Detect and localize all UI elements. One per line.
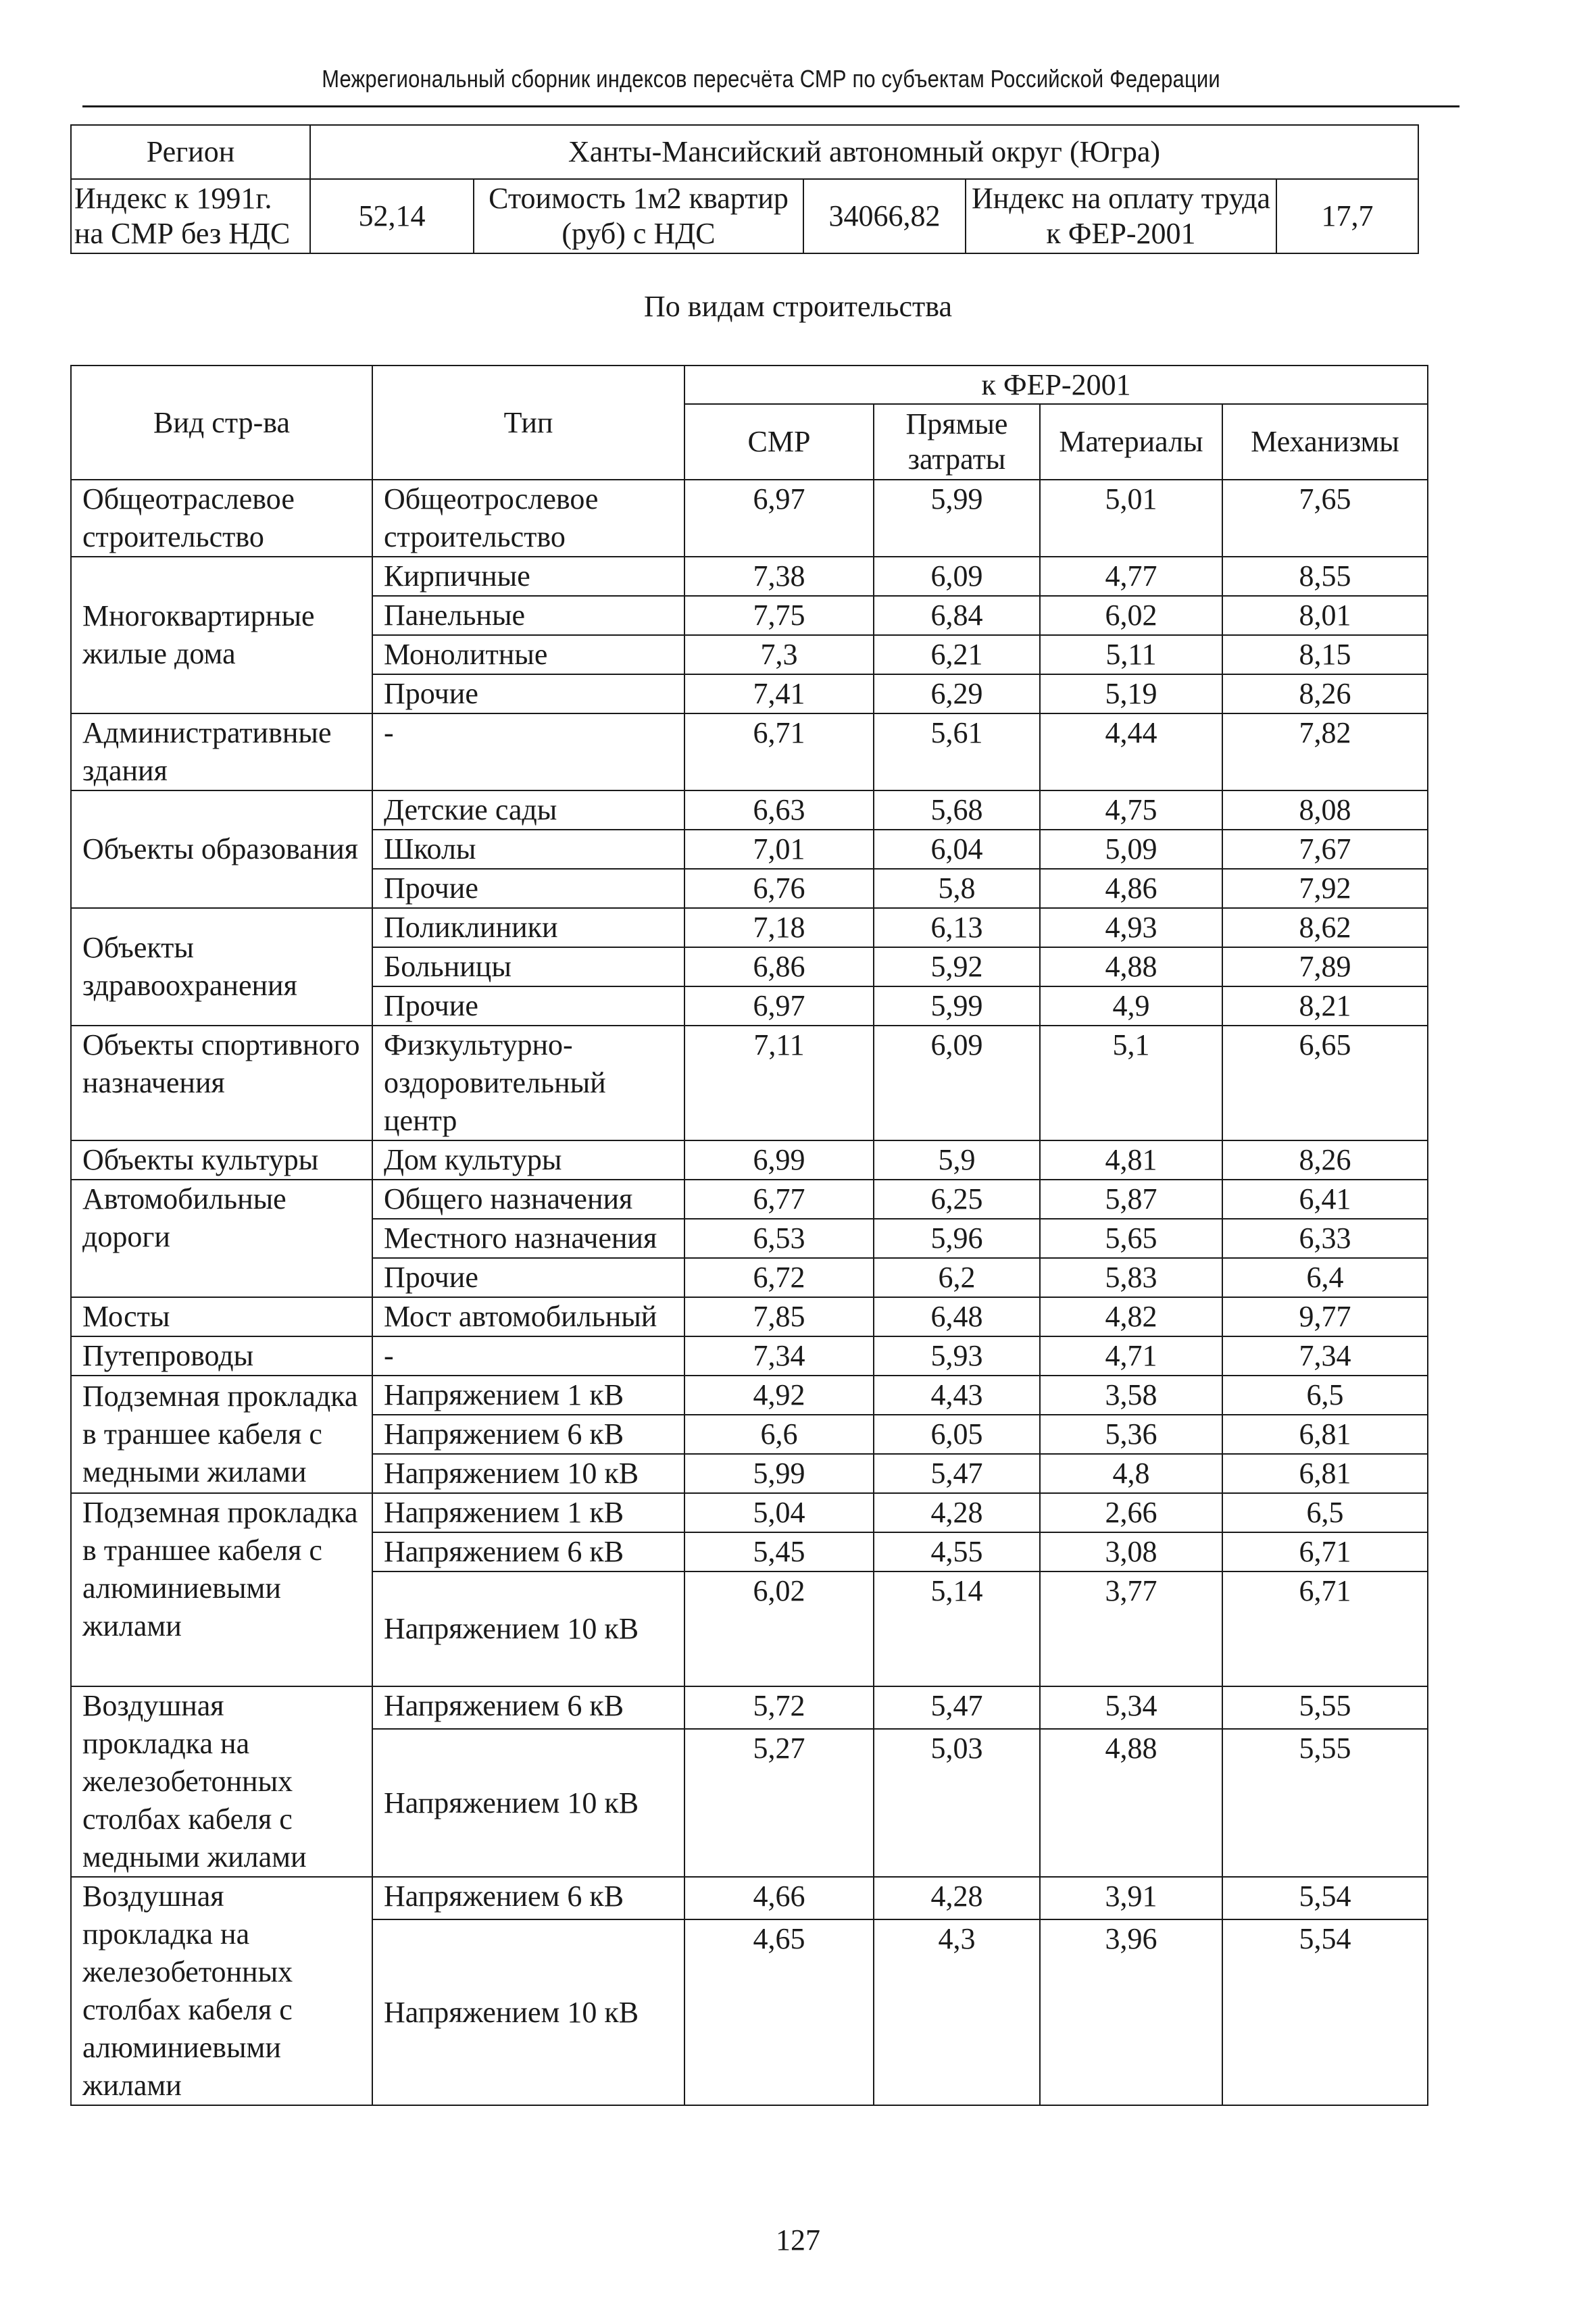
- construction-kind-cell: Объекты спортивного назначения: [71, 1026, 372, 1140]
- header-type: Тип: [372, 366, 684, 480]
- smr-value-cell: 6,72: [684, 1258, 874, 1297]
- table-row: [71, 713, 1428, 790]
- materials-value-cell: 4,88: [1040, 1729, 1222, 1877]
- materials-value-cell: 4,81: [1040, 1140, 1222, 1180]
- construction-kind-cell: Объекты образования: [71, 790, 372, 908]
- direct-value-cell: 6,04: [874, 830, 1040, 869]
- materials-value-cell: 5,19: [1040, 674, 1222, 713]
- construction-type-cell: Кирпичные: [372, 557, 684, 596]
- table-row: [71, 480, 1428, 557]
- construction-type-cell: Детские сады: [372, 790, 684, 830]
- direct-value-cell: 5,14: [874, 1571, 1040, 1686]
- smr-value-cell: 6,02: [684, 1571, 874, 1686]
- direct-value-cell: 5,99: [874, 480, 1040, 557]
- materials-value-cell: 5,09: [1040, 830, 1222, 869]
- header-smr: СМР: [684, 404, 874, 480]
- direct-value-cell: 6,2: [874, 1258, 1040, 1297]
- index-1991-label: Индекс к 1991г. на СМР без НДС: [71, 179, 310, 253]
- labor-index-value: 17,7: [1276, 179, 1418, 253]
- smr-value-cell: 5,27: [684, 1729, 874, 1877]
- smr-value-cell: 6,63: [684, 790, 874, 830]
- region-row: [71, 125, 1418, 179]
- construction-type-cell: Физкультурно-оздоровительный центр: [372, 1026, 684, 1140]
- construction-type-cell: Напряжением 6 кВ: [372, 1532, 684, 1571]
- construction-kind-cell: Объекты культуры: [71, 1140, 372, 1180]
- construction-type-cell: Местного назначения: [372, 1219, 684, 1258]
- direct-value-cell: 5,92: [874, 947, 1040, 986]
- smr-value-cell: 5,45: [684, 1532, 874, 1571]
- materials-value-cell: 4,9: [1040, 986, 1222, 1026]
- smr-value-cell: 7,01: [684, 830, 874, 869]
- table-row: [71, 1297, 1428, 1336]
- smr-value-cell: 6,86: [684, 947, 874, 986]
- table-header-row: [71, 366, 1428, 404]
- direct-value-cell: 5,47: [874, 1686, 1040, 1729]
- mechanisms-value-cell: 5,55: [1222, 1686, 1428, 1729]
- direct-value-cell: 5,9: [874, 1140, 1040, 1180]
- smr-value-cell: 7,3: [684, 635, 874, 674]
- construction-kind-cell: Многоквартирные жилые дома: [71, 557, 372, 713]
- construction-type-cell: -: [372, 1336, 684, 1376]
- materials-value-cell: 4,75: [1040, 790, 1222, 830]
- construction-type-cell: Напряжением 1 кВ: [372, 1376, 684, 1415]
- materials-value-cell: 5,87: [1040, 1180, 1222, 1219]
- direct-value-cell: 6,29: [874, 674, 1040, 713]
- materials-value-cell: 3,58: [1040, 1376, 1222, 1415]
- materials-value-cell: 4,88: [1040, 947, 1222, 986]
- mechanisms-value-cell: 5,54: [1222, 1877, 1428, 1919]
- page-number: 127: [776, 2223, 820, 2257]
- direct-value-cell: 4,28: [874, 1877, 1040, 1919]
- mechanisms-value-cell: 9,77: [1222, 1297, 1428, 1336]
- mechanisms-value-cell: 8,01: [1222, 596, 1428, 635]
- materials-value-cell: 4,71: [1040, 1336, 1222, 1376]
- construction-type-cell: Напряжением 6 кВ: [372, 1877, 684, 1919]
- direct-value-cell: 5,68: [874, 790, 1040, 830]
- table-row: [71, 1686, 1428, 1729]
- labor-index-label: Индекс на оплату труда к ФЕР-2001: [966, 179, 1276, 253]
- smr-value-cell: 7,75: [684, 596, 874, 635]
- direct-value-cell: 5,99: [874, 986, 1040, 1026]
- mechanisms-value-cell: 8,26: [1222, 674, 1428, 713]
- table-row: [71, 790, 1428, 830]
- direct-value-cell: 6,05: [874, 1415, 1040, 1454]
- table-row: [71, 1140, 1428, 1180]
- header-mechanisms: Механизмы: [1222, 404, 1428, 480]
- construction-type-cell: Напряжением 1 кВ: [372, 1493, 684, 1532]
- materials-value-cell: 4,44: [1040, 713, 1222, 790]
- construction-kind-cell: Подземная прокладка в траншее кабеля с алюминиевыми жилами: [71, 1493, 372, 1686]
- construction-type-cell: Школы: [372, 830, 684, 869]
- materials-value-cell: 4,93: [1040, 908, 1222, 947]
- smr-value-cell: 7,38: [684, 557, 874, 596]
- smr-value-cell: 5,99: [684, 1454, 874, 1493]
- smr-value-cell: 7,34: [684, 1336, 874, 1376]
- smr-value-cell: 5,04: [684, 1493, 874, 1532]
- direct-value-cell: 4,3: [874, 1919, 1040, 2105]
- direct-value-cell: 6,25: [874, 1180, 1040, 1219]
- materials-value-cell: 3,96: [1040, 1919, 1222, 2105]
- mechanisms-value-cell: 8,08: [1222, 790, 1428, 830]
- smr-value-cell: 4,92: [684, 1376, 874, 1415]
- smr-value-cell: 7,11: [684, 1026, 874, 1140]
- direct-value-cell: 4,43: [874, 1376, 1040, 1415]
- mechanisms-value-cell: 7,92: [1222, 869, 1428, 908]
- construction-kind-cell: Автомобильные дороги: [71, 1180, 372, 1297]
- mechanisms-value-cell: 6,71: [1222, 1532, 1428, 1571]
- construction-type-cell: Дом культуры: [372, 1140, 684, 1180]
- construction-kind-cell: Объекты здравоохранения: [71, 908, 372, 1026]
- construction-kind-cell: Воздушная прокладка на железобетонных столбах кабеля с алюминиевыми жилами: [71, 1877, 372, 2105]
- smr-value-cell: 4,65: [684, 1919, 874, 2105]
- table-row: [71, 1336, 1428, 1376]
- region-value: Ханты-Мансийский автономный округ (Югра): [310, 125, 1418, 179]
- smr-value-cell: 4,66: [684, 1877, 874, 1919]
- smr-value-cell: 6,6: [684, 1415, 874, 1454]
- header-materials: Материалы: [1040, 404, 1222, 480]
- mechanisms-value-cell: 8,15: [1222, 635, 1428, 674]
- construction-type-cell: Прочие: [372, 674, 684, 713]
- section-subtitle: По видам строительства: [644, 290, 952, 323]
- materials-value-cell: 5,11: [1040, 635, 1222, 674]
- table-row: [71, 1026, 1428, 1140]
- mechanisms-value-cell: 6,5: [1222, 1493, 1428, 1532]
- direct-value-cell: 5,47: [874, 1454, 1040, 1493]
- construction-kind-cell: Административные здания: [71, 713, 372, 790]
- mechanisms-value-cell: 7,82: [1222, 713, 1428, 790]
- table-row: [71, 1376, 1428, 1415]
- materials-value-cell: 4,86: [1040, 869, 1222, 908]
- construction-index-table: [70, 365, 1428, 2106]
- mechanisms-value-cell: 8,26: [1222, 1140, 1428, 1180]
- mechanisms-value-cell: 6,71: [1222, 1571, 1428, 1686]
- construction-type-cell: Прочие: [372, 1258, 684, 1297]
- construction-type-cell: Панельные: [372, 596, 684, 635]
- direct-value-cell: 5,61: [874, 713, 1040, 790]
- materials-value-cell: 3,77: [1040, 1571, 1222, 1686]
- direct-value-cell: 6,09: [874, 557, 1040, 596]
- direct-value-cell: 5,93: [874, 1336, 1040, 1376]
- mechanisms-value-cell: 8,55: [1222, 557, 1428, 596]
- construction-type-cell: Напряжением 10 кВ: [372, 1919, 684, 2105]
- construction-type-cell: Напряжением 6 кВ: [372, 1686, 684, 1729]
- smr-value-cell: 7,85: [684, 1297, 874, 1336]
- construction-type-cell: Поликлиники: [372, 908, 684, 947]
- table-row: [71, 1180, 1428, 1219]
- construction-kind-cell: Мосты: [71, 1297, 372, 1336]
- construction-type-cell: Больницы: [372, 947, 684, 986]
- cost-value: 34066,82: [803, 179, 966, 253]
- direct-value-cell: 6,84: [874, 596, 1040, 635]
- construction-type-cell: Напряжением 10 кВ: [372, 1454, 684, 1493]
- construction-type-cell: Напряжением 10 кВ: [372, 1729, 684, 1877]
- smr-value-cell: 6,76: [684, 869, 874, 908]
- materials-value-cell: 3,08: [1040, 1532, 1222, 1571]
- mechanisms-value-cell: 6,33: [1222, 1219, 1428, 1258]
- construction-type-cell: Монолитные: [372, 635, 684, 674]
- construction-type-cell: Напряжением 10 кВ: [372, 1571, 684, 1686]
- direct-value-cell: 5,03: [874, 1729, 1040, 1877]
- smr-value-cell: 6,97: [684, 986, 874, 1026]
- mechanisms-value-cell: 7,67: [1222, 830, 1428, 869]
- mechanisms-value-cell: 7,34: [1222, 1336, 1428, 1376]
- materials-value-cell: 5,36: [1040, 1415, 1222, 1454]
- direct-value-cell: 6,48: [874, 1297, 1040, 1336]
- header-fer-2001: к ФЕР-2001: [684, 366, 1428, 404]
- construction-type-cell: Общего назначения: [372, 1180, 684, 1219]
- direct-value-cell: 6,21: [874, 635, 1040, 674]
- header-rule: [82, 105, 1460, 107]
- smr-value-cell: 6,77: [684, 1180, 874, 1219]
- construction-kind-cell: Путепроводы: [71, 1336, 372, 1376]
- materials-value-cell: 5,1: [1040, 1026, 1222, 1140]
- table-row: [71, 1877, 1428, 1919]
- materials-value-cell: 5,01: [1040, 480, 1222, 557]
- construction-kind-cell: Общеотраслевое строительство: [71, 480, 372, 557]
- materials-value-cell: 5,83: [1040, 1258, 1222, 1297]
- index-1991-value: 52,14: [310, 179, 474, 253]
- mechanisms-value-cell: 6,81: [1222, 1454, 1428, 1493]
- construction-kind-cell: Воздушная прокладка на железобетонных столбах кабеля с медными жилами: [71, 1686, 372, 1877]
- smr-value-cell: 7,18: [684, 908, 874, 947]
- construction-type-cell: Прочие: [372, 986, 684, 1026]
- mechanisms-value-cell: 8,62: [1222, 908, 1428, 947]
- mechanisms-value-cell: 8,21: [1222, 986, 1428, 1026]
- materials-value-cell: 2,66: [1040, 1493, 1222, 1532]
- construction-type-cell: Мост автомобильный: [372, 1297, 684, 1336]
- smr-value-cell: 6,97: [684, 480, 874, 557]
- direct-value-cell: 6,09: [874, 1026, 1040, 1140]
- region-table: [70, 124, 1419, 254]
- materials-value-cell: 3,91: [1040, 1877, 1222, 1919]
- mechanisms-value-cell: 6,4: [1222, 1258, 1428, 1297]
- direct-value-cell: 5,96: [874, 1219, 1040, 1258]
- materials-value-cell: 4,82: [1040, 1297, 1222, 1336]
- running-header: Межрегиональный сборник индексов пересчёта СМР по субъектам Российской Федерации: [322, 65, 1220, 93]
- smr-value-cell: 7,41: [684, 674, 874, 713]
- direct-value-cell: 6,13: [874, 908, 1040, 947]
- materials-value-cell: 4,77: [1040, 557, 1222, 596]
- table-row: [71, 1493, 1428, 1532]
- smr-value-cell: 5,72: [684, 1686, 874, 1729]
- header-direct-costs: Прямые затраты: [874, 404, 1040, 480]
- materials-value-cell: 5,34: [1040, 1686, 1222, 1729]
- mechanisms-value-cell: 5,55: [1222, 1729, 1428, 1877]
- mechanisms-value-cell: 7,89: [1222, 947, 1428, 986]
- mechanisms-value-cell: 6,5: [1222, 1376, 1428, 1415]
- table-row: [71, 557, 1428, 596]
- header-kind: Вид стр-ва: [71, 366, 372, 480]
- mechanisms-value-cell: 6,81: [1222, 1415, 1428, 1454]
- index-row: [71, 179, 1418, 253]
- region-label: Регион: [71, 125, 310, 179]
- direct-value-cell: 5,8: [874, 869, 1040, 908]
- table-row: [71, 908, 1428, 947]
- cost-label: Стоимость 1м2 квартир (руб) с НДС: [474, 179, 803, 253]
- mechanisms-value-cell: 7,65: [1222, 480, 1428, 557]
- construction-type-cell: -: [372, 713, 684, 790]
- construction-kind-cell: Подземная прокладка в траншее кабеля с медными жилами: [71, 1376, 372, 1493]
- direct-value-cell: 4,28: [874, 1493, 1040, 1532]
- smr-value-cell: 6,99: [684, 1140, 874, 1180]
- materials-value-cell: 4,8: [1040, 1454, 1222, 1493]
- mechanisms-value-cell: 6,65: [1222, 1026, 1428, 1140]
- smr-value-cell: 6,71: [684, 713, 874, 790]
- direct-value-cell: 4,55: [874, 1532, 1040, 1571]
- construction-type-cell: Общеотрослевое строительство: [372, 480, 684, 557]
- smr-value-cell: 6,53: [684, 1219, 874, 1258]
- construction-type-cell: Напряжением 6 кВ: [372, 1415, 684, 1454]
- mechanisms-value-cell: 6,41: [1222, 1180, 1428, 1219]
- construction-type-cell: Прочие: [372, 869, 684, 908]
- mechanisms-value-cell: 5,54: [1222, 1919, 1428, 2105]
- materials-value-cell: 6,02: [1040, 596, 1222, 635]
- materials-value-cell: 5,65: [1040, 1219, 1222, 1258]
